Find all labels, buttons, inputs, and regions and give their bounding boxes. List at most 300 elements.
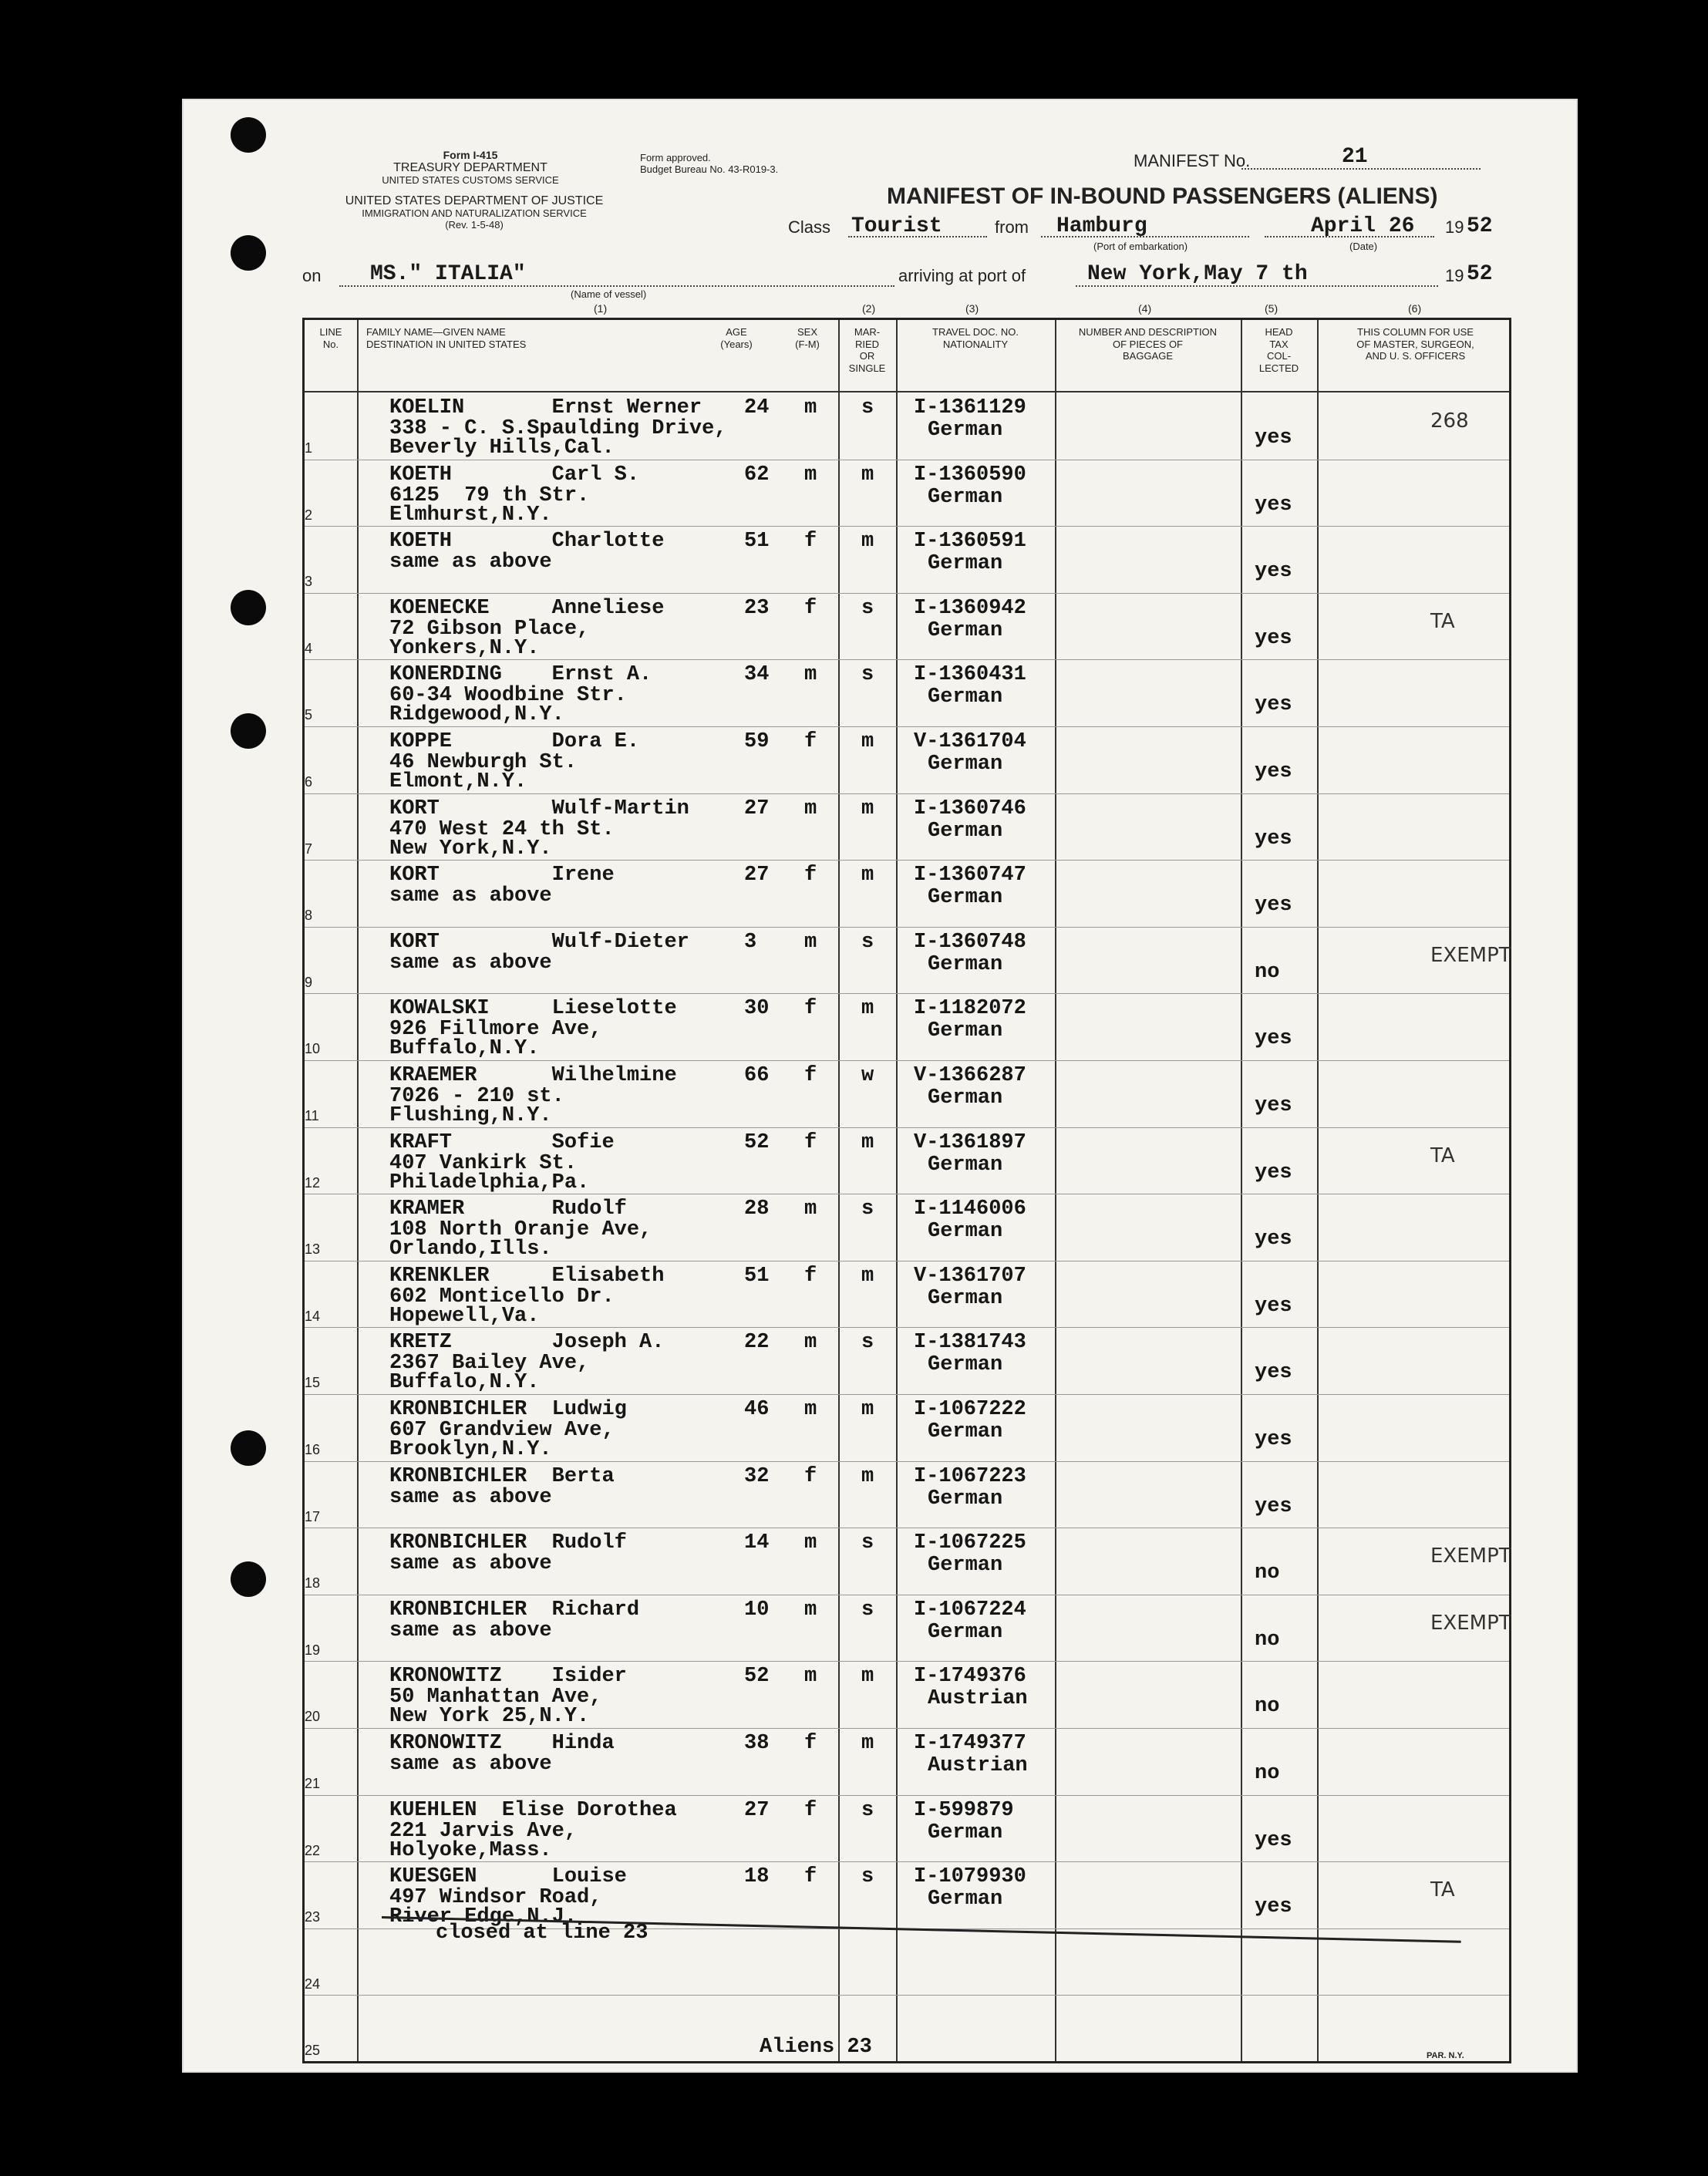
marital-status: s bbox=[861, 1798, 874, 1822]
destination-line-1: 407 Vankirk St. bbox=[389, 1151, 578, 1175]
row-divider bbox=[305, 1060, 1509, 1061]
table-row bbox=[305, 1327, 1509, 1394]
destination-line-1: 50 Manhattan Ave, bbox=[389, 1686, 602, 1709]
sex: f bbox=[804, 1264, 817, 1288]
age: 38 bbox=[744, 1732, 770, 1755]
head-tax: no bbox=[1255, 1695, 1280, 1719]
row-divider bbox=[305, 1461, 1509, 1462]
table-row bbox=[305, 1261, 1509, 1328]
passenger-name: KRONBICHLER Berta bbox=[389, 1464, 615, 1488]
col-travel-header: TRAVEL DOC. NO. NATIONALITY bbox=[932, 326, 1019, 350]
destination-line-2: Buffalo,N.Y. bbox=[389, 1371, 540, 1395]
destination-line-1: 602 Monticello Dr. bbox=[389, 1285, 615, 1309]
destination-line-2: Brooklyn,N.Y. bbox=[389, 1438, 552, 1461]
dept-customs: UNITED STATES CUSTOMS SERVICE bbox=[382, 174, 559, 187]
marital-status: m bbox=[861, 1130, 874, 1154]
line-number: 6 bbox=[305, 774, 313, 790]
travel-doc-no: V-1366287 bbox=[914, 1064, 1026, 1087]
passenger-name: KUEHLEN Elise Dorothea bbox=[389, 1798, 677, 1822]
line-number: 18 bbox=[305, 1575, 321, 1592]
from-value: Hamburg bbox=[1056, 214, 1147, 238]
form-header-left-2 bbox=[305, 194, 644, 231]
passenger-name: KOPPE Dora E. bbox=[389, 730, 640, 753]
travel-doc-no: I-1067222 bbox=[914, 1398, 1026, 1421]
destination-line-1: same as above bbox=[389, 1619, 552, 1642]
head-tax: yes bbox=[1255, 1361, 1292, 1385]
form-approved bbox=[640, 153, 810, 176]
marital-status: s bbox=[861, 1598, 874, 1622]
age: 59 bbox=[744, 730, 770, 753]
row-divider bbox=[305, 1995, 1509, 1996]
sex: f bbox=[804, 1064, 817, 1087]
line-number: 12 bbox=[305, 1174, 321, 1191]
travel-doc-no: I-1182072 bbox=[914, 997, 1026, 1021]
arrival-year-prefix: 19 bbox=[1445, 266, 1464, 285]
destination-line-1: 108 North Oranje Ave, bbox=[389, 1218, 652, 1242]
manifest-no-label: MANIFEST No. bbox=[1134, 151, 1251, 170]
destination-line-1: 6125 79 th Str. bbox=[389, 483, 590, 507]
dept-immigration: IMMIGRATION AND NATURALIZATION SERVICE bbox=[362, 207, 587, 220]
marital-status: m bbox=[861, 530, 874, 554]
passenger-name: KRETZ Joseph A. bbox=[389, 1331, 665, 1355]
travel-doc-no: I-1360591 bbox=[914, 530, 1026, 554]
sex: f bbox=[804, 1732, 817, 1755]
sex: m bbox=[804, 1665, 817, 1689]
nationality: German bbox=[928, 1353, 1003, 1377]
travel-doc-no: I-1749376 bbox=[914, 1665, 1026, 1689]
head-tax: no bbox=[1255, 1762, 1280, 1785]
line-number: 17 bbox=[305, 1508, 321, 1524]
arrival-year: 52 bbox=[1467, 262, 1493, 286]
sex: f bbox=[804, 530, 817, 554]
table-row bbox=[305, 1461, 1509, 1528]
destination-line-1: 926 Fillmore Ave, bbox=[389, 1018, 602, 1042]
officer-note: TA bbox=[1430, 609, 1455, 633]
age: 10 bbox=[744, 1598, 770, 1622]
travel-doc-no: V-1361897 bbox=[914, 1130, 1026, 1154]
sex: m bbox=[804, 663, 817, 687]
col-married-header: MAR- RIED OR SINGLE bbox=[848, 326, 886, 374]
destination-line-1: 2367 Bailey Ave, bbox=[389, 1352, 590, 1376]
row-divider bbox=[305, 1728, 1509, 1729]
colnum-1: (1) bbox=[594, 302, 608, 315]
passenger-name: KRONBICHLER Richard bbox=[389, 1598, 640, 1622]
punch-hole bbox=[231, 590, 266, 625]
year-prefix: 19 bbox=[1445, 217, 1464, 237]
age: 51 bbox=[744, 1264, 770, 1288]
head-tax: no bbox=[1255, 960, 1280, 984]
destination-line-2: New York 25,N.Y. bbox=[389, 1705, 590, 1729]
arriving-label: arriving at port of bbox=[898, 266, 1026, 285]
line-number: 9 bbox=[305, 974, 313, 990]
destination-line-1: same as above bbox=[389, 1753, 552, 1776]
row-divider bbox=[305, 1394, 1509, 1395]
nationality: German bbox=[928, 753, 1003, 776]
nationality: German bbox=[928, 1286, 1003, 1310]
row-divider bbox=[305, 927, 1509, 928]
nationality: German bbox=[928, 485, 1003, 509]
travel-doc-no: I-599879 bbox=[914, 1798, 1014, 1822]
travel-doc-no: I-1360747 bbox=[914, 864, 1026, 888]
sex: m bbox=[804, 463, 817, 487]
nationality: German bbox=[928, 1888, 1003, 1912]
closing-note: closed at line 23 bbox=[436, 1922, 649, 1945]
head-tax: no bbox=[1255, 1628, 1280, 1652]
colnum-4: (4) bbox=[1138, 302, 1152, 315]
marital-status: m bbox=[861, 797, 874, 820]
from-label: from bbox=[995, 217, 1029, 237]
table-row bbox=[305, 1595, 1509, 1662]
col-name-header: FAMILY NAME—GIVEN NAME DESTINATION IN UNITED STATES bbox=[366, 326, 527, 350]
sex: m bbox=[804, 797, 817, 820]
passenger-name: KRENKLER Elisabeth bbox=[389, 1264, 665, 1288]
table-row bbox=[305, 1394, 1509, 1461]
destination-line-2: Holyoke,Mass. bbox=[389, 1838, 552, 1862]
head-tax: yes bbox=[1255, 760, 1292, 783]
table-row bbox=[305, 726, 1509, 793]
table-row bbox=[305, 860, 1509, 927]
passenger-name: KRAFT Sofie bbox=[389, 1130, 615, 1154]
nationality: German bbox=[928, 1620, 1003, 1644]
sex: f bbox=[804, 1130, 817, 1154]
manifest-no-value: 21 bbox=[1342, 145, 1368, 169]
line-number: 24 bbox=[305, 1976, 321, 1992]
colnum-3: (3) bbox=[965, 302, 979, 315]
nationality: German bbox=[928, 1153, 1003, 1177]
class-label: Class bbox=[788, 217, 831, 237]
passenger-name: KUESGEN Louise bbox=[389, 1865, 627, 1889]
destination-line-2: River Edge,N.J. bbox=[389, 1905, 578, 1929]
travel-doc-no: I-1146006 bbox=[914, 1197, 1026, 1221]
table-row bbox=[305, 460, 1509, 527]
travel-doc-no: I-1361129 bbox=[914, 396, 1026, 419]
table-row bbox=[305, 1127, 1509, 1194]
marital-status: m bbox=[861, 1264, 874, 1288]
age: 27 bbox=[744, 1798, 770, 1822]
passenger-name: KRAMER Rudolf bbox=[389, 1197, 627, 1221]
passenger-name: KRONBICHLER Rudolf bbox=[389, 1531, 627, 1555]
marital-status: s bbox=[861, 930, 874, 954]
nationality: German bbox=[928, 1420, 1003, 1443]
passenger-name: KONERDING Ernst A. bbox=[389, 663, 652, 687]
marital-status: s bbox=[861, 1531, 874, 1555]
row-divider bbox=[305, 659, 1509, 660]
line-number: 8 bbox=[305, 908, 313, 924]
row-divider bbox=[305, 1127, 1509, 1128]
row-divider bbox=[305, 860, 1509, 861]
age: 28 bbox=[744, 1197, 770, 1221]
form-header-left bbox=[339, 149, 601, 187]
line-number: 22 bbox=[305, 1842, 321, 1858]
marital-status: s bbox=[861, 396, 874, 419]
age: 51 bbox=[744, 530, 770, 554]
destination-line-2: Flushing,N.Y. bbox=[389, 1104, 552, 1127]
colnum-5: (5) bbox=[1265, 302, 1278, 315]
sex: f bbox=[804, 730, 817, 753]
table-row bbox=[305, 793, 1509, 861]
age: 62 bbox=[744, 463, 770, 487]
line-number: 5 bbox=[305, 707, 313, 723]
head-tax: yes bbox=[1255, 1828, 1292, 1852]
destination-line-1: 7026 - 210 st. bbox=[389, 1085, 564, 1108]
line-number: 3 bbox=[305, 574, 313, 590]
row-divider bbox=[305, 726, 1509, 727]
head-tax: yes bbox=[1255, 1895, 1292, 1919]
sex: f bbox=[804, 1464, 817, 1488]
head-tax: no bbox=[1255, 1561, 1280, 1585]
colnum-6: (6) bbox=[1408, 302, 1422, 315]
head-tax: yes bbox=[1255, 1027, 1292, 1051]
head-tax: yes bbox=[1255, 560, 1292, 584]
nationality: German bbox=[928, 1019, 1003, 1043]
punch-hole bbox=[231, 117, 266, 153]
form-revision: (Rev. 1-5-48) bbox=[445, 219, 504, 231]
age: 22 bbox=[744, 1331, 770, 1355]
travel-doc-no: I-1360431 bbox=[914, 663, 1026, 687]
travel-doc-no: I-1749377 bbox=[914, 1732, 1026, 1755]
table-row bbox=[305, 659, 1509, 726]
form-number: Form I-415 bbox=[443, 149, 498, 161]
sex: f bbox=[804, 997, 817, 1021]
nationality: German bbox=[928, 552, 1003, 576]
sex: m bbox=[804, 1398, 817, 1421]
travel-doc-no: I-1067224 bbox=[914, 1598, 1026, 1622]
table-row bbox=[305, 1060, 1509, 1127]
line-number: 13 bbox=[305, 1241, 321, 1258]
line-number: 4 bbox=[305, 640, 313, 656]
destination-line-1: same as above bbox=[389, 1485, 552, 1509]
head-tax: yes bbox=[1255, 1094, 1292, 1117]
destination-line-2: Philadelphia,Pa. bbox=[389, 1171, 590, 1194]
marital-status: m bbox=[861, 463, 874, 487]
vessel-caption: (Name of vessel) bbox=[571, 288, 647, 300]
on-label: on bbox=[302, 266, 322, 285]
nationality: German bbox=[928, 1487, 1003, 1511]
nationality: German bbox=[928, 1220, 1003, 1244]
table-row bbox=[305, 1795, 1509, 1862]
table-row bbox=[305, 526, 1509, 593]
passenger-name: KORT Wulf-Dieter bbox=[389, 930, 689, 954]
marital-status: m bbox=[861, 1732, 874, 1755]
colnum-2: (2) bbox=[862, 302, 876, 315]
age: 52 bbox=[744, 1665, 770, 1689]
line-number: 7 bbox=[305, 840, 313, 857]
line-number: 10 bbox=[305, 1041, 321, 1057]
officer-note: TA bbox=[1430, 1144, 1455, 1167]
age: 18 bbox=[744, 1865, 770, 1889]
nationality: German bbox=[928, 886, 1003, 910]
line-number: 19 bbox=[305, 1642, 321, 1658]
head-tax: yes bbox=[1255, 693, 1292, 717]
line-number: 25 bbox=[305, 2043, 321, 2059]
table-row bbox=[305, 1194, 1509, 1261]
age: 52 bbox=[744, 1130, 770, 1154]
destination-line-1: 607 Grandview Ave, bbox=[389, 1419, 615, 1442]
sex: m bbox=[804, 1331, 817, 1355]
head-tax: yes bbox=[1255, 894, 1292, 918]
destination-line-1: 470 West 24 th St. bbox=[389, 817, 615, 841]
port-embark-caption: (Port of embarkation) bbox=[1093, 241, 1188, 252]
nationality: German bbox=[928, 819, 1003, 843]
sex: m bbox=[804, 1531, 817, 1555]
row-divider bbox=[305, 1661, 1509, 1662]
row-divider bbox=[305, 593, 1509, 594]
table-row bbox=[305, 1528, 1509, 1595]
travel-doc-no: I-1360942 bbox=[914, 596, 1026, 620]
passenger-name: KOWALSKI Lieselotte bbox=[389, 997, 677, 1021]
age: 46 bbox=[744, 1398, 770, 1421]
age: 27 bbox=[744, 864, 770, 888]
nationality: Austrian bbox=[928, 1687, 1028, 1711]
travel-doc-no: V-1361704 bbox=[914, 730, 1026, 753]
passenger-name: KRONBICHLER Ludwig bbox=[389, 1398, 627, 1421]
col-line-header: LINE No. bbox=[319, 326, 342, 350]
passenger-name: KOETH Charlotte bbox=[389, 530, 665, 554]
officer-note: EXEMPT bbox=[1430, 943, 1511, 967]
destination-line-2: Yonkers,N.Y. bbox=[389, 636, 540, 660]
head-tax: yes bbox=[1255, 827, 1292, 851]
class-value: Tourist bbox=[851, 214, 942, 238]
destination-line-1: same as above bbox=[389, 551, 552, 574]
head-tax: yes bbox=[1255, 626, 1292, 650]
destination-line-1: 497 Windsor Road, bbox=[389, 1886, 602, 1910]
punch-hole bbox=[231, 713, 266, 749]
passenger-name: KOENECKE Anneliese bbox=[389, 596, 665, 620]
sex: m bbox=[804, 930, 817, 954]
marital-status: w bbox=[861, 1064, 874, 1087]
marital-status: s bbox=[861, 1197, 874, 1221]
table-row bbox=[305, 993, 1509, 1060]
passenger-name: KRONOWITZ Hinda bbox=[389, 1732, 615, 1755]
officer-note: 268 bbox=[1430, 409, 1469, 433]
destination-line-2: New York,N.Y. bbox=[389, 837, 552, 861]
line-number: 2 bbox=[305, 507, 313, 523]
table-row bbox=[305, 392, 1509, 460]
age: 3 bbox=[744, 930, 757, 954]
approved-line-2: Budget Bureau No. 43-R019-3. bbox=[640, 163, 779, 175]
marital-status: m bbox=[861, 1398, 874, 1421]
sex: m bbox=[804, 1197, 817, 1221]
dept-justice: UNITED STATES DEPARTMENT OF JUSTICE bbox=[345, 194, 604, 207]
year-value: 52 bbox=[1467, 214, 1493, 238]
head-tax: yes bbox=[1255, 493, 1292, 517]
table-row bbox=[305, 593, 1509, 660]
row-divider bbox=[305, 526, 1509, 527]
destination-line-2: Ridgewood,N.Y. bbox=[389, 703, 564, 727]
age: 23 bbox=[744, 596, 770, 620]
row-divider bbox=[305, 1327, 1509, 1328]
destination-line-1: 338 - C. S.Spaulding Drive, bbox=[389, 417, 727, 440]
marital-status: m bbox=[861, 864, 874, 888]
destination-line-1: 72 Gibson Place, bbox=[389, 617, 590, 641]
passenger-name: KRONOWITZ Isider bbox=[389, 1665, 627, 1689]
travel-doc-no: I-1067225 bbox=[914, 1531, 1026, 1555]
dept-treasury: TREASURY DEPARTMENT bbox=[393, 161, 547, 175]
age: 14 bbox=[744, 1531, 770, 1555]
age: 34 bbox=[744, 663, 770, 687]
marital-status: m bbox=[861, 1665, 874, 1689]
nationality: Austrian bbox=[928, 1754, 1028, 1777]
passenger-name: KOELIN Ernst Werner bbox=[389, 396, 702, 419]
destination-line-2: Elmont,N.Y. bbox=[389, 770, 527, 793]
marital-status: s bbox=[861, 1865, 874, 1889]
aliens-total: Aliens 23 bbox=[760, 2036, 872, 2059]
line-number: 21 bbox=[305, 1776, 321, 1791]
line-number: 14 bbox=[305, 1308, 321, 1324]
destination-line-1: 60-34 Woodbine Str. bbox=[389, 684, 627, 708]
nationality: German bbox=[928, 1554, 1003, 1578]
marital-status: s bbox=[861, 663, 874, 687]
line-number: 15 bbox=[305, 1375, 321, 1391]
marital-status: m bbox=[861, 1464, 874, 1488]
travel-doc-no: I-1079930 bbox=[914, 1865, 1026, 1889]
nationality: German bbox=[928, 1086, 1003, 1110]
col-baggage-header: NUMBER AND DESCRIPTION OF PIECES OF BAGGAGE bbox=[1078, 326, 1218, 362]
passenger-name: KOETH Carl S. bbox=[389, 463, 640, 487]
travel-doc-no: I-1360746 bbox=[914, 797, 1026, 820]
destination-line-1: 46 Newburgh St. bbox=[389, 751, 578, 774]
head-tax: yes bbox=[1255, 1494, 1292, 1518]
head-tax: yes bbox=[1255, 1428, 1292, 1451]
nationality: German bbox=[928, 419, 1003, 442]
head-tax: yes bbox=[1255, 1294, 1292, 1318]
age: 27 bbox=[744, 797, 770, 820]
table-row bbox=[305, 927, 1509, 994]
sex: f bbox=[804, 864, 817, 888]
travel-doc-no: I-1067223 bbox=[914, 1464, 1026, 1488]
punch-hole bbox=[231, 1561, 266, 1597]
age: 32 bbox=[744, 1464, 770, 1488]
sex: f bbox=[804, 1798, 817, 1822]
date-caption: (Date) bbox=[1349, 241, 1378, 252]
line-number: 23 bbox=[305, 1909, 321, 1925]
age: 24 bbox=[744, 396, 770, 419]
nationality: German bbox=[928, 952, 1003, 976]
head-tax: yes bbox=[1255, 1228, 1292, 1251]
printer-mark: PAR. N.Y. bbox=[1427, 2051, 1464, 2060]
destination-line-2: Hopewell,Va. bbox=[389, 1304, 540, 1328]
line-number: 16 bbox=[305, 1442, 321, 1457]
punch-hole bbox=[231, 1430, 266, 1466]
passenger-table bbox=[302, 318, 1511, 2063]
officer-note: TA bbox=[1430, 1878, 1455, 1902]
age: 30 bbox=[744, 997, 770, 1021]
nationality: German bbox=[928, 618, 1003, 642]
row-divider bbox=[305, 993, 1509, 994]
destination-line-1: same as above bbox=[389, 1552, 552, 1576]
sex: f bbox=[804, 596, 817, 620]
approved-line-1: Form approved. bbox=[640, 152, 711, 163]
col-sex-header: SEX (F-M) bbox=[795, 326, 820, 350]
arrival-value: New York,May 7 th bbox=[1087, 262, 1308, 286]
sex: m bbox=[804, 396, 817, 419]
row-divider bbox=[305, 793, 1509, 794]
nationality: German bbox=[928, 685, 1003, 709]
line-number: 1 bbox=[305, 440, 313, 456]
travel-doc-no: I-1360748 bbox=[914, 930, 1026, 954]
passenger-name: KORT Wulf-Martin bbox=[389, 797, 689, 820]
travel-doc-no: I-1360590 bbox=[914, 463, 1026, 487]
sex: m bbox=[804, 1598, 817, 1622]
destination-line-1: same as above bbox=[389, 951, 552, 975]
date-value: April 26 bbox=[1311, 214, 1415, 238]
col-headtax-header: HEAD TAX COL- LECTED bbox=[1258, 326, 1299, 374]
table-row bbox=[305, 1728, 1509, 1795]
marital-status: m bbox=[861, 997, 874, 1021]
line-number: 20 bbox=[305, 1709, 321, 1725]
destination-line-2: Buffalo,N.Y. bbox=[389, 1037, 540, 1061]
destination-line-2: Elmhurst,N.Y. bbox=[389, 503, 552, 527]
